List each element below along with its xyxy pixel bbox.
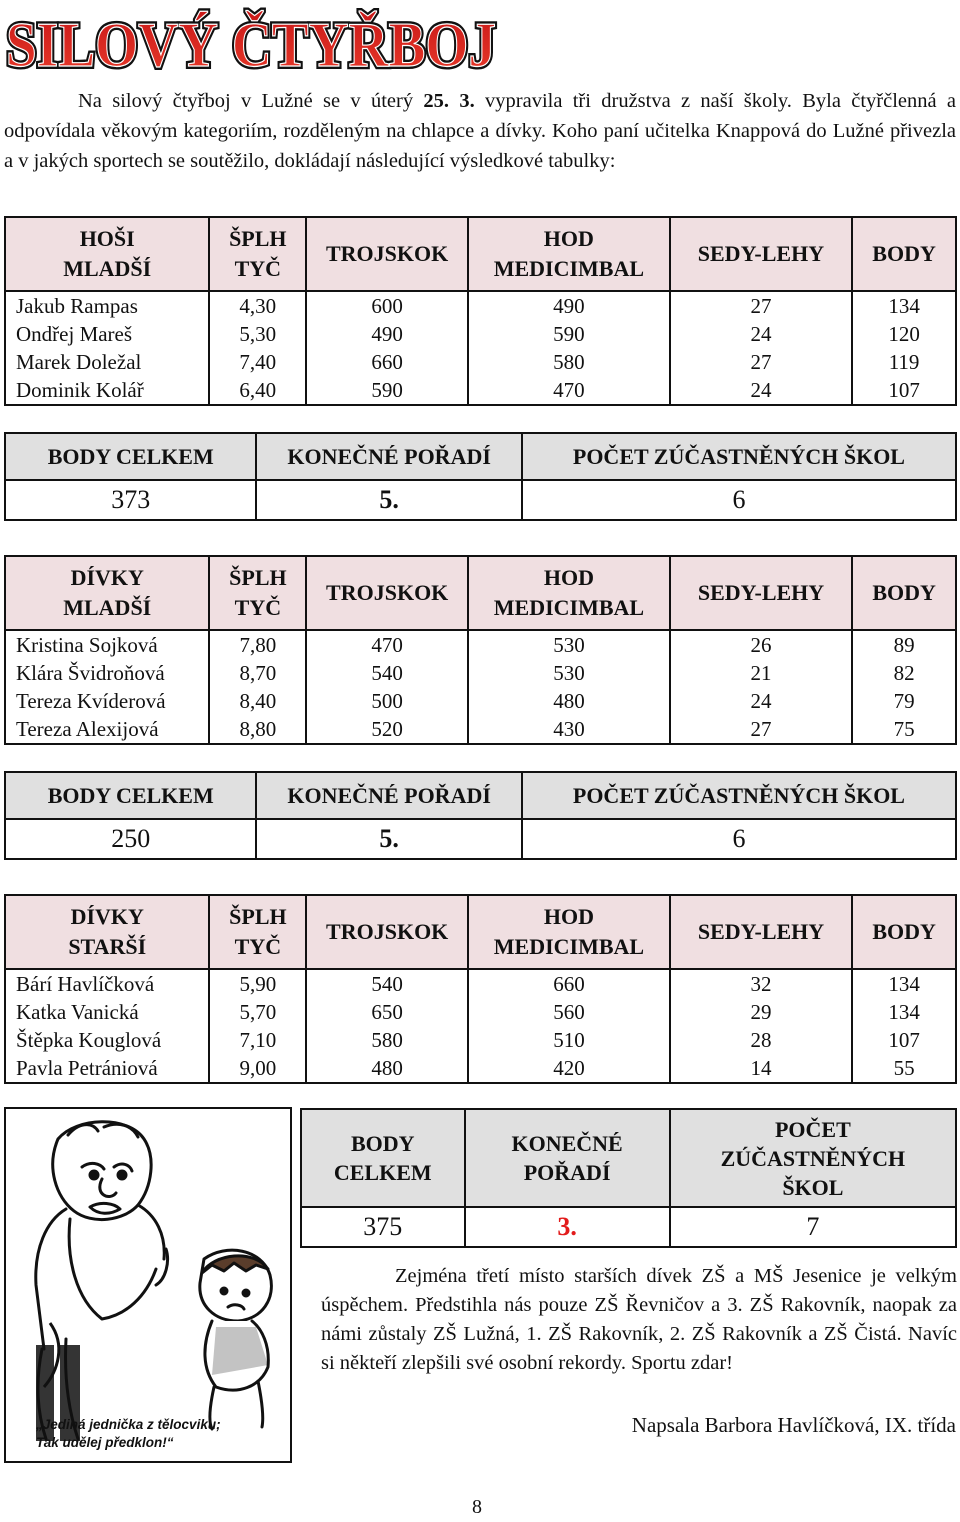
total-points-header: BODY CELKEM: [5, 433, 256, 480]
athlete-name: Kristina Sojková: [5, 630, 209, 659]
summary-table-girls-younger: [4, 771, 957, 860]
table-row: [5, 348, 956, 376]
athlete-name: Katka Vanická: [5, 998, 209, 1026]
schools-count-header: POČET ZÚČASTNĚNÝCH ŠKOL: [522, 772, 956, 819]
table-row: [5, 687, 956, 715]
splh-value: 9,00: [209, 1054, 306, 1083]
sedy-header: SEDY-LEHY: [670, 556, 852, 630]
table-row: [5, 376, 956, 405]
splh-value: 8,80: [209, 715, 306, 744]
hod-value: 660: [468, 969, 670, 998]
sedy-header: SEDY-LEHY: [670, 217, 852, 291]
hod-value: 530: [468, 630, 670, 659]
splh-header: ŠPLH TYČ: [209, 556, 306, 630]
table-row: [5, 1054, 956, 1083]
body-value: 82: [852, 659, 956, 687]
cartoon-caption-line1: „Jediná jednička z tělocviku;: [36, 1417, 221, 1432]
body-value: 75: [852, 715, 956, 744]
story-paragraph: [321, 1262, 957, 1378]
athlete-name: Tereza Kvíderová: [5, 687, 209, 715]
table-row: [5, 630, 956, 659]
trojskok-value: 470: [306, 630, 468, 659]
trojskok-value: 590: [306, 376, 468, 405]
hod-value: 580: [468, 348, 670, 376]
body-header: BODY: [852, 895, 956, 969]
athlete-name: Bárí Havlíčková: [5, 969, 209, 998]
sedy-value: 27: [670, 348, 852, 376]
body-value: 107: [852, 1026, 956, 1054]
sedy-header: SEDY-LEHY: [670, 895, 852, 969]
hod-value: 430: [468, 715, 670, 744]
final-rank-header: KONEČNÉ POŘADÍ: [465, 1109, 670, 1207]
final-rank-value: 5.: [256, 480, 521, 520]
table-row: [5, 659, 956, 687]
sedy-value: 24: [670, 376, 852, 405]
splh-value: 6,40: [209, 376, 306, 405]
intro-paragraph: [4, 86, 956, 176]
page-title-text: SILOVÝ ČTYŘBOJ: [6, 9, 496, 76]
trojskok-value: 540: [306, 969, 468, 998]
final-rank-value: 5.: [256, 819, 521, 859]
sedy-value: 26: [670, 630, 852, 659]
sedy-value: 27: [670, 715, 852, 744]
table-row: [5, 291, 956, 320]
trojskok-header: TROJSKOK: [306, 895, 468, 969]
table-row: [5, 320, 956, 348]
trojskok-value: 580: [306, 1026, 468, 1054]
category-header: DÍVKY MLADŠÍ: [5, 556, 209, 630]
athlete-name: Ondřej Mareš: [5, 320, 209, 348]
trojskok-header: TROJSKOK: [306, 556, 468, 630]
hod-value: 530: [468, 659, 670, 687]
results-header-row: [5, 217, 956, 291]
total-points-value: 375: [301, 1207, 465, 1247]
table-row: [5, 1026, 956, 1054]
body-value: 107: [852, 376, 956, 405]
trojskok-value: 480: [306, 1054, 468, 1083]
hod-value: 510: [468, 1026, 670, 1054]
body-value: 134: [852, 998, 956, 1026]
hod-header: HOD MEDICIMBAL: [468, 217, 670, 291]
sedy-value: 21: [670, 659, 852, 687]
hod-value: 490: [468, 291, 670, 320]
splh-value: 5,90: [209, 969, 306, 998]
intro-text-1: Na silový čtyřboj v Lužné se v úterý: [78, 90, 424, 112]
table-row: [5, 969, 956, 998]
body-value: 134: [852, 291, 956, 320]
splh-value: 7,80: [209, 630, 306, 659]
final-rank-value: 3.: [465, 1207, 670, 1247]
splh-header: ŠPLH TYČ: [209, 895, 306, 969]
splh-value: 5,70: [209, 998, 306, 1026]
schools-count-value: 7: [670, 1207, 956, 1247]
trojskok-value: 650: [306, 998, 468, 1026]
cartoon-caption-line2: Tak udělej předklon!“: [36, 1435, 174, 1450]
results-table-girls-younger: [4, 555, 957, 745]
body-value: 134: [852, 969, 956, 998]
athlete-name: Jakub Rampas: [5, 291, 209, 320]
trojskok-value: 600: [306, 291, 468, 320]
athlete-name: Klára Švidroňová: [5, 659, 209, 687]
body-header: BODY: [852, 217, 956, 291]
athlete-name: Dominik Kolář: [5, 376, 209, 405]
hod-value: 560: [468, 998, 670, 1026]
total-points-header: BODY CELKEM: [5, 772, 256, 819]
final-rank-header: KONEČNÉ POŘADÍ: [256, 772, 521, 819]
athlete-name: Pavla Petrániová: [5, 1054, 209, 1083]
trojskok-value: 520: [306, 715, 468, 744]
body-value: 55: [852, 1054, 956, 1083]
total-points-value: 250: [5, 819, 256, 859]
splh-value: 5,30: [209, 320, 306, 348]
body-value: 89: [852, 630, 956, 659]
summary-table-girls-older: [300, 1108, 957, 1248]
body-header: BODY: [852, 556, 956, 630]
splh-value: 8,70: [209, 659, 306, 687]
results-table-boys-younger: [4, 216, 957, 406]
final-rank-header: KONEČNÉ POŘADÍ: [256, 433, 521, 480]
svg-text:SILOVÝ ČTYŘBOJ: SILOVÝ ČTYŘBOJ: [6, 9, 496, 76]
splh-value: 8,40: [209, 687, 306, 715]
body-value: 120: [852, 320, 956, 348]
cartoon-illustration: [4, 1107, 292, 1463]
body-value: 79: [852, 687, 956, 715]
hod-header: HOD MEDICIMBAL: [468, 895, 670, 969]
results-header-row: [5, 895, 956, 969]
sedy-value: 27: [670, 291, 852, 320]
category-header: HOŠI MLADŠÍ: [5, 217, 209, 291]
schools-count-header: POČET ZÚČASTNĚNÝCH ŠKOL: [670, 1109, 956, 1207]
trojskok-value: 660: [306, 348, 468, 376]
athlete-name: Tereza Alexijová: [5, 715, 209, 744]
summary-table-boys-younger: [4, 432, 957, 521]
author-signature: Napsala Barbora Havlíčková, IX. třída: [631, 1413, 956, 1437]
intro-text-2: vypravila tři družstva z naší školy. Byla čtyřčlenná a odpovídala věkovým kategoriím, rozděleným na chlapce a dívky. Koho paní učitelka Knappová do Lužné přivezla a v jakých sportech se soutěžilo, dokládají následující výsledkové tabulky:: [4, 90, 957, 172]
sedy-value: 29: [670, 998, 852, 1026]
hod-value: 470: [468, 376, 670, 405]
story-text: Zejména třetí místo starších dívek ZŠ a MŠ Jesenice je velkým úspěchem. Předstihla nás pouze ZŠ Řevničov a 3. ZŠ Rakovník, naopak za námi zůstaly ZŠ Lužná, 1. ZŠ Rakovník, 2. ZŠ Rakovník a ZŠ Čistá. Navíc si někteří zlepšili své osobní rekordy. Sportu zdar!: [321, 1265, 957, 1374]
splh-value: 7,10: [209, 1026, 306, 1054]
total-points-value: 373: [5, 480, 256, 520]
sedy-value: 24: [670, 687, 852, 715]
body-value: 119: [852, 348, 956, 376]
table-row: [5, 715, 956, 744]
athlete-name: Marek Doležal: [5, 348, 209, 376]
total-points-header: BODY CELKEM: [301, 1109, 465, 1207]
hod-value: 480: [468, 687, 670, 715]
athlete-name: Štěpka Kouglová: [5, 1026, 209, 1054]
page-title: [4, 6, 504, 76]
results-table-girls-older: [4, 894, 957, 1084]
intro-date: 25. 3.: [423, 90, 475, 112]
splh-value: 4,30: [209, 291, 306, 320]
trojskok-value: 490: [306, 320, 468, 348]
sedy-value: 32: [670, 969, 852, 998]
schools-count-value: 6: [522, 480, 956, 520]
schools-count-header: POČET ZÚČASTNĚNÝCH ŠKOL: [522, 433, 956, 480]
hod-value: 590: [468, 320, 670, 348]
sedy-value: 24: [670, 320, 852, 348]
splh-value: 7,40: [209, 348, 306, 376]
table-row: [5, 998, 956, 1026]
trojskok-header: TROJSKOK: [306, 217, 468, 291]
page-number: 8: [472, 1496, 482, 1518]
sedy-value: 28: [670, 1026, 852, 1054]
category-header: DÍVKY STARŠÍ: [5, 895, 209, 969]
trojskok-value: 500: [306, 687, 468, 715]
results-header-row: [5, 556, 956, 630]
schools-count-value: 6: [522, 819, 956, 859]
hod-value: 420: [468, 1054, 670, 1083]
hod-header: HOD MEDICIMBAL: [468, 556, 670, 630]
splh-header: ŠPLH TYČ: [209, 217, 306, 291]
sedy-value: 14: [670, 1054, 852, 1083]
trojskok-value: 540: [306, 659, 468, 687]
